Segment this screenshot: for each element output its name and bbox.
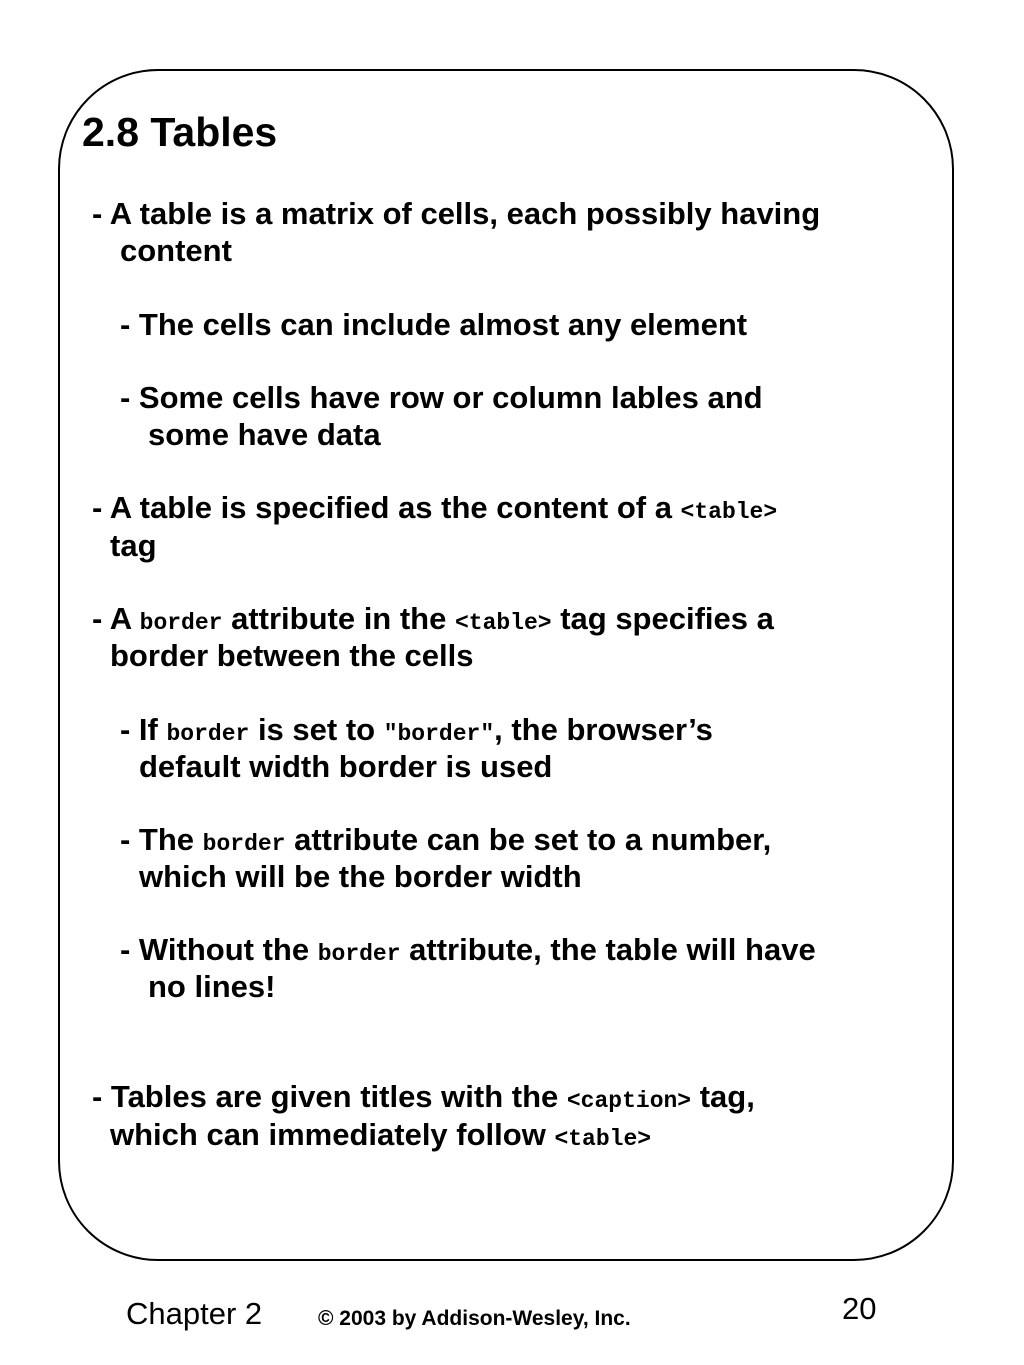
page-number: 20 xyxy=(842,1291,877,1326)
line-text: is set to xyxy=(249,712,384,747)
code-caption-tag: <caption> xyxy=(566,1088,692,1114)
line-text: tag, xyxy=(691,1079,755,1114)
line-text: - Tables are given titles with the xyxy=(92,1079,567,1114)
line-text: , the browser’s xyxy=(494,712,713,747)
slide-title: 2.8 Tables xyxy=(82,109,278,155)
sub-bullet-line: no lines! xyxy=(148,969,276,1004)
line-text: attribute, the table will have xyxy=(400,932,816,967)
sub-bullet-line: which will be the border width xyxy=(139,859,582,894)
code-border: border xyxy=(139,610,223,636)
line-text: - Without the xyxy=(120,932,318,967)
footer-copyright: © 2003 by Addison-Wesley, Inc. xyxy=(318,1307,631,1330)
sub-bullet-line: some have data xyxy=(148,417,381,452)
sub-bullet-line: - Some cells have row or column lables and xyxy=(120,380,763,415)
line-text: attribute can be set to a number, xyxy=(285,822,772,857)
footer-chapter: Chapter 2 xyxy=(126,1296,263,1331)
bullet-line: tag xyxy=(110,528,157,563)
code-table-tag: <table> xyxy=(680,499,778,525)
sub-bullet-line xyxy=(120,931,816,973)
sub-bullet-line: default width border is used xyxy=(139,749,553,784)
line-text: - A xyxy=(92,601,140,636)
sub-bullet-line xyxy=(120,711,713,753)
line-text: tag specifies a xyxy=(551,601,774,636)
code-table-tag: <table> xyxy=(454,610,552,636)
bullet-line xyxy=(92,1078,755,1120)
bullet-line: border between the cells xyxy=(110,638,474,673)
bullet-line: content xyxy=(120,233,232,268)
code-border: border xyxy=(202,831,286,857)
bullet-line xyxy=(92,489,777,531)
bullet-line: - A table is a matrix of cells, each possibly having xyxy=(92,196,821,231)
sub-bullet-line xyxy=(120,821,771,863)
line-text: - The xyxy=(120,822,203,857)
code-border: border xyxy=(317,941,401,967)
code-border-value: "border" xyxy=(383,721,495,747)
line-text: - If xyxy=(120,712,167,747)
bullet-line xyxy=(110,1116,651,1158)
code-table-tag: <table> xyxy=(554,1126,652,1152)
sub-bullet-line: - The cells can include almost any element xyxy=(120,307,748,342)
bullet-line xyxy=(92,600,774,642)
line-text: attribute in the xyxy=(222,601,455,636)
line-text: - A table is specified as the content of a xyxy=(92,490,681,525)
code-border: border xyxy=(166,721,250,747)
line-text: which can immediately follow xyxy=(110,1117,555,1152)
